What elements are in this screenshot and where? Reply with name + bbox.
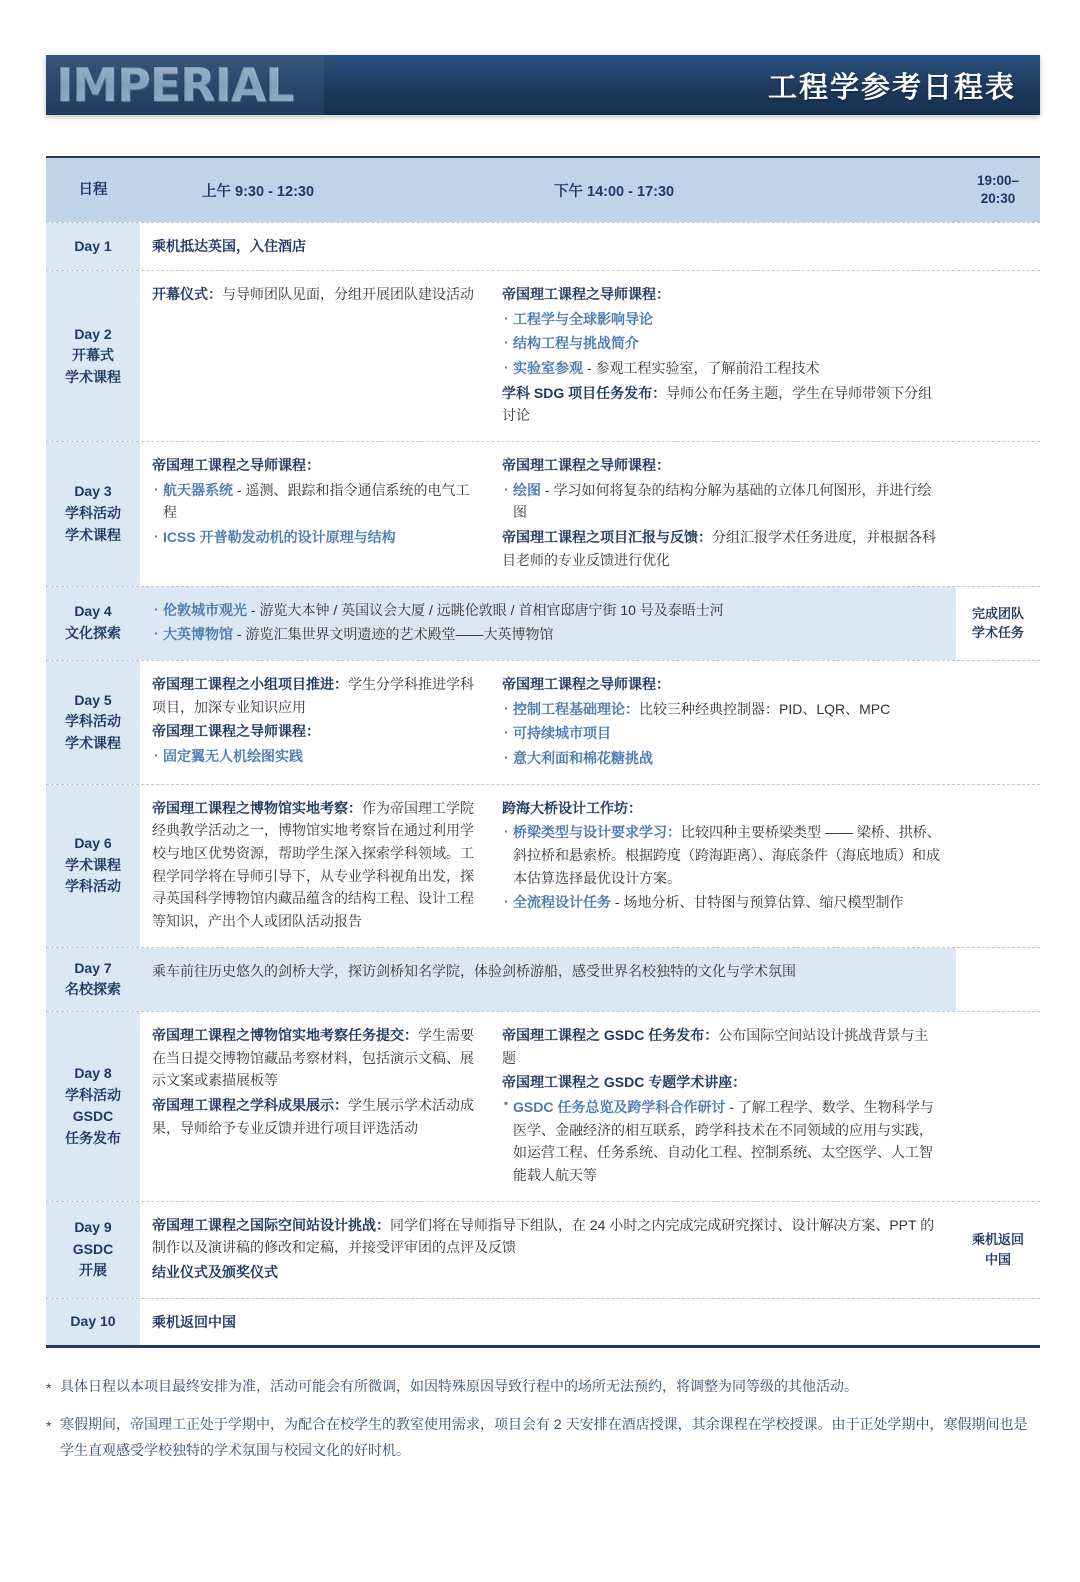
cell-bullet: · 绘图 - 学习如何将复杂的结构分解为基础的立体几何图形，并进行绘图	[502, 479, 942, 524]
cell-heading: 帝国理工课程之国际空间站设计挑战：同学们将在导师指导下组队，在 24 小时之内完成完成研究探讨、设计解决方案、PPT 的制作以及演讲稿的修改和定稿，并接受评审团的点评及反馈	[152, 1216, 935, 1256]
table-row	[46, 223, 1040, 271]
day-label-line: 任务发布	[65, 1129, 121, 1146]
day-label-line: 学术课程	[65, 735, 121, 752]
day-label-line: 学科活动	[65, 1086, 121, 1103]
table-row	[46, 1012, 1040, 1202]
cell-bullet: · 可持续城市项目	[502, 722, 942, 745]
footnotes	[46, 1374, 1040, 1464]
morning-cell	[140, 271, 496, 441]
day-label-line: Day 8	[74, 1064, 112, 1081]
cell-bullet: · 航天器系统 - 遥测、跟踪和指令通信系统的电气工程	[152, 479, 482, 524]
evening-label-line: 完成团队	[971, 605, 1024, 621]
cell-heading: 帝国理工课程之导师课程：	[502, 457, 670, 474]
evening-time-line1: 19:00–	[976, 173, 1020, 188]
cell-heading: 帝国理工课程之学科成果展示：学生展示学术活动成果，导师给予专业反馈并进行项目评选活动	[152, 1096, 474, 1136]
day-label-line: 学科活动	[65, 878, 121, 895]
column-header-afternoon: 下午 14:00 - 17:30	[496, 158, 956, 222]
day-label-cell	[46, 661, 140, 784]
table-body	[46, 223, 1040, 1345]
page-title: 工程学参考日程表	[767, 71, 1016, 104]
day-label-cell	[46, 785, 140, 947]
column-header-morning: 上午 9:30 - 12:30	[140, 158, 496, 222]
day-label-line: Day 3	[74, 483, 112, 500]
day-label-line: GSDC	[72, 1108, 114, 1125]
evening-cell	[956, 587, 1040, 660]
evening-cell	[956, 1012, 1040, 1201]
cell-bullet: · 控制工程基础理论：比较三种经典控制器：PID、LQR、MPC	[502, 698, 942, 721]
evening-cell	[956, 1202, 1040, 1298]
table-row	[46, 1299, 1040, 1346]
cell-heading: 帝国理工课程之项目汇报与反馈：分组汇报学术任务进度，并根据各科目老师的专业反馈进行优化	[502, 529, 936, 568]
cell-text: 乘车前往历史悠久的剑桥大学，探访剑桥知名学院，体验剑桥游船，感受世界名校独特的文化与学术氛围	[152, 962, 796, 979]
table-row	[46, 442, 1040, 586]
column-header-evening	[956, 158, 1040, 222]
evening-label-line: 学术任务	[971, 625, 1024, 641]
cell-heading: 帝国理工课程之 GSDC 任务发布：公布国际空间站设计挑战背景与主题	[502, 1026, 929, 1066]
cell-bullet: · 结构工程与挑战简介	[502, 332, 942, 355]
cell-heading: 帝国理工课程之 GSDC 专题学术讲座：	[502, 1074, 747, 1091]
cell-heading: 帝国理工课程之导师课程：	[502, 675, 670, 692]
table-row	[46, 1202, 1040, 1299]
day-label-cell	[46, 442, 140, 585]
day-label-cell	[46, 587, 140, 660]
afternoon-cell	[496, 442, 956, 585]
cell-bullet: · 全流程设计任务 - 场地分析、甘特图与预算估算、缩尺模型制作	[502, 891, 942, 914]
evening-cell	[956, 785, 1040, 947]
schedule-table	[46, 156, 1040, 1348]
afternoon-cell	[496, 785, 956, 947]
cell-heading: 帝国理工课程之导师课程：	[152, 723, 320, 740]
evening-cell	[956, 948, 1040, 1011]
evening-label-line: 乘机返回	[971, 1232, 1024, 1248]
cell-heading: 帝国理工课程之博物馆实地考察：作为帝国理工学院经典教学活动之一，博物馆实地考察旨在通过利用学校与地区优势资源，帮助学生深入探索学科领域。工程学同学将在导师引导下，从专业学科视角出发，探寻英国科学博物馆内藏品蕴含的结构工程、设计工程等知识，产出个人或团队活动报告	[152, 799, 474, 929]
day-label-line: 开展	[79, 1262, 107, 1279]
cell-heading: 乘机抵达英国，入住酒店	[152, 238, 306, 255]
table-row	[46, 785, 1040, 948]
evening-cell	[956, 661, 1040, 784]
day-label-cell	[46, 1202, 140, 1298]
cell-bullet: · 意大利面和棉花糖挑战	[502, 747, 942, 770]
evening-cell	[956, 271, 1040, 441]
evening-cell	[956, 442, 1040, 585]
cell-bullet: · 固定翼无人机绘图实践	[152, 745, 482, 768]
day-summary-cell	[140, 1299, 1040, 1346]
day-label-line: 学科活动	[65, 504, 121, 521]
cell-heading: 帝国理工课程之导师课程：	[502, 286, 670, 303]
day-label-line: 学术课程	[65, 526, 121, 543]
cell-bullet: · 工程学与全球影响导论	[502, 308, 942, 331]
table-row	[46, 948, 1040, 1012]
cell-heading: 开幕仪式：与导师团队见面，分组开展团队建设活动	[152, 286, 474, 303]
table-row	[46, 271, 1040, 442]
day-wide-cell	[140, 587, 956, 660]
day-label-line: Day 9	[74, 1219, 112, 1236]
day-label-line: Day 6	[74, 835, 112, 852]
day-wide-cell	[140, 1202, 956, 1298]
day-label-cell	[46, 948, 140, 1011]
cell-bullet: · ICSS 开普勒发动机的设计原理与结构	[152, 526, 482, 549]
day-wide-cell	[140, 948, 956, 1011]
day-label-line: Day 7	[74, 959, 112, 976]
day-label-line: Day 10	[70, 1313, 116, 1330]
morning-cell	[140, 661, 496, 784]
day-label-line: Day 5	[74, 691, 112, 708]
day-label-cell	[46, 1299, 140, 1346]
imperial-logo: IMPERIAL	[56, 58, 294, 112]
evening-time-line2: 20:30	[980, 191, 1016, 207]
evening-label-line: 中国	[984, 1251, 1011, 1267]
day-label-line: GSDC	[72, 1240, 114, 1257]
afternoon-cell	[496, 661, 956, 784]
day-label-line: 学术课程	[65, 368, 121, 385]
cell-heading: 帝国理工课程之博物馆实地考察任务提交：学生需要在当日提交博物馆藏品考察材料，包括演示文稿、展示文案或素描展板等	[152, 1026, 474, 1089]
morning-cell	[140, 785, 496, 947]
afternoon-cell	[496, 271, 956, 441]
cell-bullet: · 桥梁类型与设计要求学习：比较四种主要桥梁类型 —— 梁桥、拱桥、斜拉桥和悬索桥。根据跨度（跨海距离）、海底条件（海底地质）和成本估算选择最优设计方案。	[502, 821, 942, 889]
cell-heading: 跨海大桥设计工作坊：	[502, 799, 642, 816]
column-header-day: 日程	[46, 158, 140, 222]
day-label-cell	[46, 1012, 140, 1201]
day-label-line: Day 4	[74, 603, 112, 620]
cell-heading: 学科 SDG 项目任务发布：导师公布任务主题，学生在导师带领下分组讨论	[502, 384, 933, 424]
day-label-cell	[46, 271, 140, 441]
day-summary-cell	[140, 223, 1040, 270]
day-label-line: 学术课程	[65, 856, 121, 873]
day-label-line: 开幕式	[72, 347, 114, 364]
morning-cell	[140, 442, 496, 585]
cell-bullet: • GSDC 任务总览及跨学科合作研讨 - 了解工程学、数学、生物科学与医学、金融经济的相互联系，跨学科技术在不同领域的应用与实践，如运营工程、任务系统、自动化工程、控制系统、太空医学、人工智能载人航天等	[502, 1096, 942, 1187]
day-label-line: Day 1	[74, 237, 112, 254]
cell-bullet: · 伦敦城市观光 - 游览大本钟 / 英国议会大厦 / 远眺伦敦眼 / 首相官邸唐宁街 10 号及泰晤士河	[152, 599, 942, 622]
cell-heading: 帝国理工课程之小组项目推进：学生分学科推进学科项目，加深专业知识应用	[152, 675, 474, 715]
day-label-line: 名校探索	[65, 981, 121, 998]
cell-heading: 帝国理工课程之导师课程：	[152, 457, 320, 474]
cell-heading: 乘机返回中国	[152, 1313, 236, 1330]
day-label-line: Day 2	[74, 325, 112, 342]
table-row	[46, 587, 1040, 661]
cell-bullet: · 实验室参观 - 参观工程实验室，了解前沿工程技术	[502, 357, 942, 380]
day-label-cell	[46, 223, 140, 270]
table-row	[46, 661, 1040, 785]
cell-heading: 结业仪式及颁奖仪式	[152, 1263, 278, 1280]
day-label-line: 学科活动	[65, 713, 121, 730]
morning-cell	[140, 1012, 496, 1201]
page-banner	[46, 55, 1040, 115]
footnote-item: * 具体日程以本项目最终安排为准，活动可能会有所微调，如因特殊原因导致行程中的场所无法预约，将调整为同等级的其他活动。	[46, 1374, 1040, 1400]
day-label-line: 文化探索	[65, 625, 121, 642]
cell-bullet: · 大英博物馆 - 游览汇集世界文明遗迹的艺术殿堂——大英博物馆	[152, 623, 942, 646]
table-header-row	[46, 158, 1040, 223]
afternoon-cell	[496, 1012, 956, 1201]
footnote-item: * 寒假期间，帝国理工正处于学期中，为配合在校学生的教室使用需求，项目会有 2 天安排在酒店授课，其余课程在学校授课。由于正处学期中，寒假期间也是学生直观感受学校独特的学术氛围与校园文化的好时机。	[46, 1412, 1040, 1464]
